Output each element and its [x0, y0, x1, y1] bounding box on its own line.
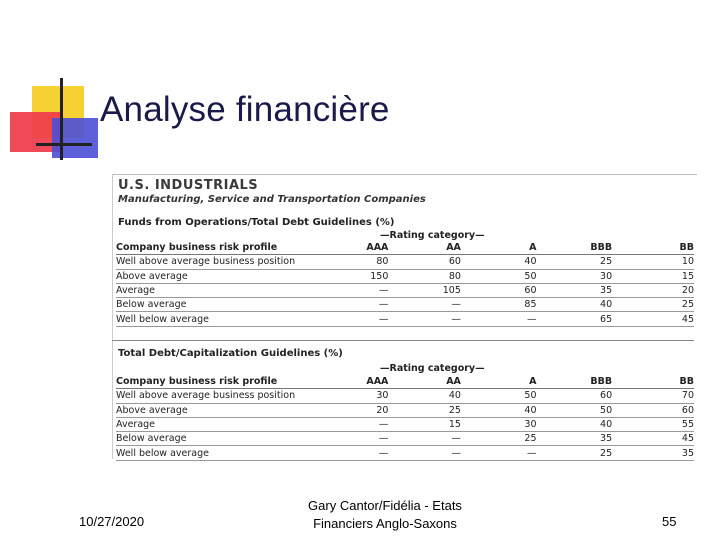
- table-cell: —: [388, 298, 461, 312]
- table-2-header-cell: AA: [388, 375, 461, 389]
- table-cell: 105: [388, 283, 461, 297]
- table-cell: 45: [612, 432, 694, 446]
- table-cell: 50: [461, 389, 537, 403]
- table-cell: —: [313, 283, 389, 297]
- table-1: [116, 241, 694, 327]
- table-cell: 35: [537, 432, 613, 446]
- table-2-header-cell: BBB: [537, 375, 613, 389]
- table-cell: 65: [537, 312, 613, 326]
- table-cell: 35: [612, 446, 694, 460]
- table-cell: 80: [313, 255, 389, 269]
- table-1-header-row: [116, 241, 694, 255]
- table-1-header-cell: AAA: [313, 241, 389, 255]
- table-cell: 30: [537, 269, 613, 283]
- footer-source: [290, 497, 480, 533]
- logo-vertical-line: [60, 78, 63, 160]
- table-cell: 60: [537, 389, 613, 403]
- table-cell: 150: [313, 269, 389, 283]
- document-subheading: Manufacturing, Service and Transportation Companies: [118, 194, 426, 205]
- table-cell: 20: [313, 403, 389, 417]
- table-2-header-cell: Company business risk profile: [116, 375, 313, 389]
- table-cell: —: [313, 298, 389, 312]
- table-cell: —: [388, 446, 461, 460]
- table-2-rating-label: —Rating category—: [380, 363, 485, 374]
- row-label: Below average: [116, 298, 313, 312]
- table-2: [116, 375, 694, 461]
- table-cell: —: [461, 446, 537, 460]
- table-cell: 10: [612, 255, 694, 269]
- table-cell: 15: [612, 269, 694, 283]
- table-cell: 40: [537, 298, 613, 312]
- table-row: [116, 283, 694, 297]
- logo-blue-square: [52, 118, 98, 158]
- table-cell: 40: [461, 255, 537, 269]
- footer-date: 10/27/2020: [79, 514, 145, 529]
- table-2-header-row: [116, 375, 694, 389]
- table-cell: 40: [388, 389, 461, 403]
- table-cell: 40: [537, 417, 613, 431]
- row-label: Above average: [116, 403, 313, 417]
- table-2-header-cell: A: [461, 375, 537, 389]
- table-1-header-cell: Company business risk profile: [116, 241, 313, 255]
- table-1-rating-label: —Rating category—: [380, 230, 485, 241]
- table-1-title: Funds from Operations/Total Debt Guidelines (%): [118, 217, 395, 228]
- table-cell: 25: [537, 446, 613, 460]
- row-label: Average: [116, 417, 313, 431]
- table-cell: 25: [388, 403, 461, 417]
- footer-source-line-2: Financiers Anglo-Saxons: [313, 516, 457, 531]
- row-label: Well above average business position: [116, 255, 313, 269]
- table-cell: —: [313, 417, 389, 431]
- table-cell: 15: [388, 417, 461, 431]
- table-2-header-cell: AAA: [313, 375, 389, 389]
- row-label: Below average: [116, 432, 313, 446]
- table-cell: 25: [612, 298, 694, 312]
- table-row: [116, 446, 694, 460]
- row-label: Well below average: [116, 312, 313, 326]
- table-cell: 25: [537, 255, 613, 269]
- table-cell: 50: [537, 403, 613, 417]
- table-cell: 85: [461, 298, 537, 312]
- scanned-document: [112, 170, 697, 462]
- table-row: [116, 255, 694, 269]
- table-cell: 20: [612, 283, 694, 297]
- table-cell: —: [313, 312, 389, 326]
- slide-logo-decoration: [0, 0, 100, 165]
- table-cell: —: [461, 312, 537, 326]
- table-row: [116, 298, 694, 312]
- document-left-border: [112, 174, 113, 459]
- table-cell: 50: [461, 269, 537, 283]
- table-row: [116, 312, 694, 326]
- row-label: Well below average: [116, 446, 313, 460]
- row-label: Well above average business position: [116, 389, 313, 403]
- row-label: Above average: [116, 269, 313, 283]
- footer-source-line-1: Gary Cantor/Fidélia - Etats: [308, 498, 462, 513]
- row-label: Average: [116, 283, 313, 297]
- table-cell: 35: [537, 283, 613, 297]
- table-1-header-cell: A: [461, 241, 537, 255]
- table-cell: 70: [612, 389, 694, 403]
- table-cell: 45: [612, 312, 694, 326]
- table-cell: 60: [612, 403, 694, 417]
- document-heading: U.S. INDUSTRIALS: [118, 178, 259, 193]
- table-1-header-cell: AA: [388, 241, 461, 255]
- table-cell: —: [313, 432, 389, 446]
- table-cell: 80: [388, 269, 461, 283]
- table-2-header-cell: BB: [612, 375, 694, 389]
- section-divider: [112, 340, 694, 341]
- table-row: [116, 403, 694, 417]
- table-cell: 60: [461, 283, 537, 297]
- slide-title: Analyse financière: [100, 90, 390, 129]
- table-cell: 30: [313, 389, 389, 403]
- table-1-header-cell: BBB: [537, 241, 613, 255]
- table-row: [116, 389, 694, 403]
- table-row: [116, 432, 694, 446]
- table-2-title: Total Debt/Capitalization Guidelines (%): [118, 348, 343, 359]
- table-1-header-cell: BB: [612, 241, 694, 255]
- table-cell: 25: [461, 432, 537, 446]
- table-row: [116, 417, 694, 431]
- table-cell: 40: [461, 403, 537, 417]
- table-row: [116, 269, 694, 283]
- table-cell: —: [388, 432, 461, 446]
- table-cell: —: [313, 446, 389, 460]
- logo-horizontal-line: [36, 143, 92, 146]
- document-top-rule: [112, 174, 697, 175]
- table-cell: 30: [461, 417, 537, 431]
- table-cell: —: [388, 312, 461, 326]
- table-cell: 55: [612, 417, 694, 431]
- table-cell: 60: [388, 255, 461, 269]
- page-number: 55: [662, 514, 677, 529]
